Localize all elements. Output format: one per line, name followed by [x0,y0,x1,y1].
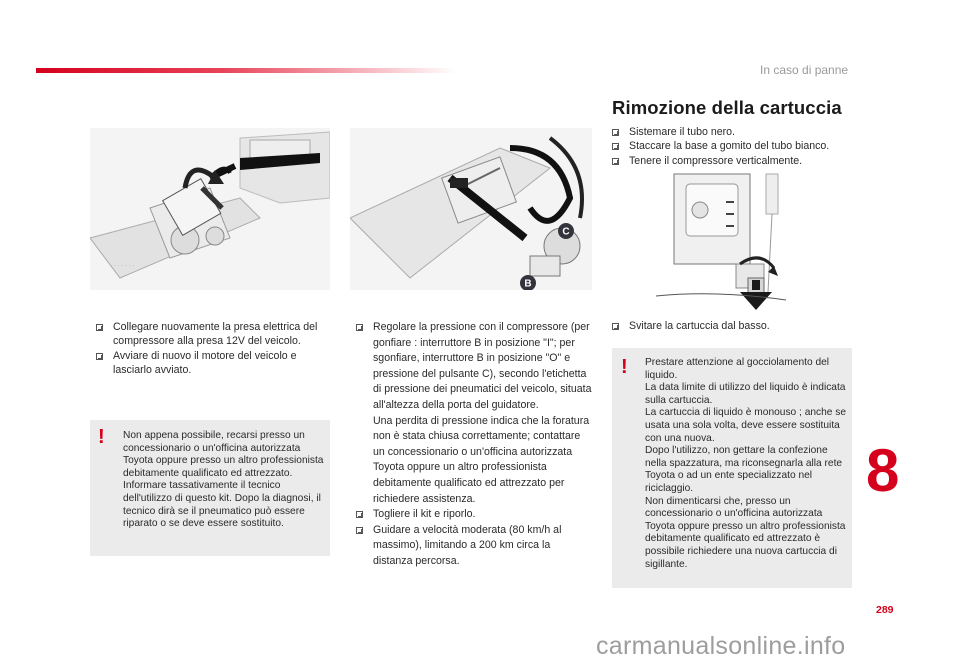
label-c: C [562,226,570,238]
list-item: Svitare la cartuccia dal basso. [612,319,862,333]
col1-note-text: Non appena possibile, recarsi presso un concessionario o un'officina autorizzata Toyota oppure presso un altro professionista debitamente qualificato ed attrezzato. Informare tassativamente il tecnico dell'utilizzo di questo kit. Dopo la diagnosi, il tecnico dirà se il pneumatico può essere riparato o se deve essere sostituito. [123,430,324,530]
warning-icon: ! [98,426,105,448]
col3-bullet-list-top [612,125,862,168]
section-heading: Rimozione della cartuccia [612,97,842,118]
list-item: Sistemare il tubo nero. [612,125,862,139]
bullet-icon [612,323,619,330]
header-accent-bar [36,68,456,73]
chapter-number: 8 [866,437,900,504]
watermark: carmanualsonline.info [596,632,846,660]
svg-text:· · · · · · ·: · · · · · · · [110,263,135,270]
warning-icon: ! [621,356,628,378]
list-item: Tenere il compressore verticalmente. [612,154,862,168]
bullet-icon [96,324,103,331]
col2-bullet-list [356,320,592,570]
section-title: In caso di panne [760,63,849,77]
list-item: Staccare la base a gomito del tubo bianco. [612,139,862,153]
bullet-icon [612,129,619,136]
label-b: B [524,278,532,290]
page-number: 289 [876,604,894,616]
list-item: Togliere il kit e riporlo. [356,507,592,523]
illustration-pressure-switch [350,128,592,290]
bullet-icon [356,324,363,331]
col3-bullet-list-bottom [612,319,862,333]
bullet-icon [612,143,619,150]
illustration-compressor-socket [90,128,330,290]
bullet-icon [96,353,103,360]
list-item: Avviare di nuovo il motore del veicolo e lasciarlo avviato. [96,349,328,378]
col3-warning-note [612,348,852,588]
list-item: Regolare la pressione con il compressore (per gonfiare : interruttore B in posizione "I"; per sgonfiare, interruttore B in posizione "O" e pressione del pulsante C), secondo l'etichetta di pressione dei pneumatici del veicolo, situata all'altezza della porta del guidatore. Una perdita di pressione indica che la foratura non è stata chiusa correttamente; contattare un concessionario o un'officina autorizzata Toyota oppure un altro professionista debitamente qualificato ed attrezzato per richiedere assistenza. [356,320,592,507]
list-item: Guidare a velocità moderata (80 km/h al massimo), limitando a 200 km circa la distanza percorsa. [356,523,592,570]
bullet-icon [612,158,619,165]
col1-warning-note [90,420,330,556]
illustration-cartridge-removal [656,172,786,310]
bullet-icon [356,527,363,534]
col1-bullet-list [96,320,328,378]
bullet-icon [356,511,363,518]
col3-note-text: Prestare attenzione al gocciolamento del liquido. La data limite di utilizzo del liquido è indicata sulla cartuccia. La cartuccia di liquido è monouso ; anche se usata una sola volta, deve essere sostituita con una nuova. Dopo l'utilizzo, non gettare la confezione nella spazzatura, ma riconsegnarla alla rete Toyota o ad un ente specializzato nel riciclaggio. Non dimenticarsi che, presso un concessionario o un'officina autorizzata Toyota oppure presso un altro professionista debitamente qualificato ed attrezzato è possibile richiedere una nuova cartuccia di sigillante. [645,357,847,570]
list-item: Collegare nuovamente la presa elettrica del compressore alla presa 12V del veicolo. [96,320,328,349]
